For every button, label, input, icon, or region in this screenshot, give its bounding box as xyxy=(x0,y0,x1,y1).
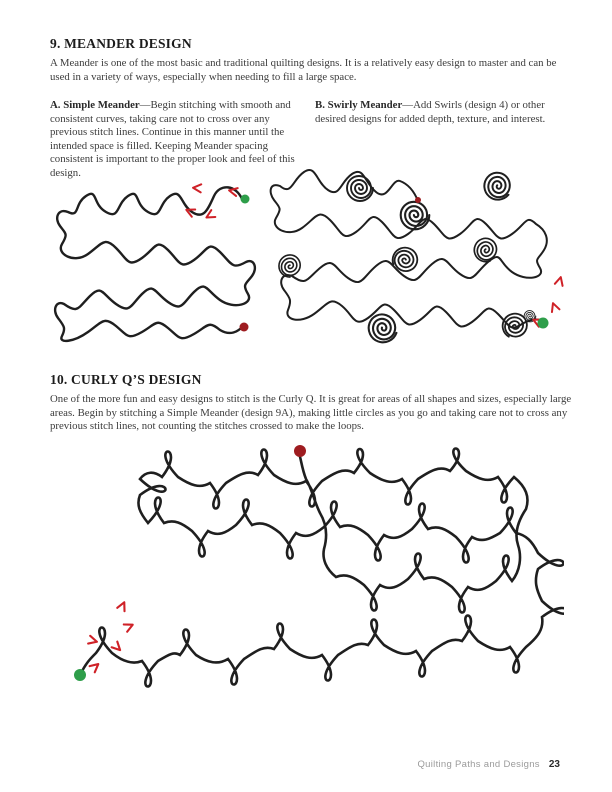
direction-arrow xyxy=(549,302,559,312)
curly-q-stitch-path xyxy=(80,449,564,687)
footer-page-number: 23 xyxy=(548,759,560,770)
swirl-motif xyxy=(479,168,517,206)
swirl-motif xyxy=(471,235,500,265)
start-dot xyxy=(538,318,549,329)
swirly-meander-diagram xyxy=(264,154,580,358)
direction-arrow xyxy=(555,276,565,286)
curly-q-diagram xyxy=(56,441,564,713)
variant-b-text: —Add Swirls (design 4) or other desired designs for added depth, texture, and interest. xyxy=(315,99,546,125)
end-dot xyxy=(415,197,421,203)
section-10-intro: One of the more fun and easy designs to stitch is the Curly Q. It is great for areas of all shapes and sizes, especially large areas. Begin by stitching a Simple Meander (design 9A), making little circles as you go and taking care not to cross any previous stitch lines, not counting the stitches crossed to make the loops. xyxy=(50,393,572,433)
section-10-heading: 10. CURLY Q’S DESIGN xyxy=(50,372,202,387)
start-dot xyxy=(74,669,86,681)
variant-a-text: —Begin stitching with smooth and consistent curves, taking care not to cross over any previous stitch lines. Continue in this manner until the intended space is filled. Keeping Meander spacing consistent is important to the proper look and feel of this design. xyxy=(50,99,295,179)
direction-arrow xyxy=(117,601,128,612)
direction-arrow xyxy=(90,661,101,672)
direction-arrow xyxy=(88,636,98,646)
swirl-motif xyxy=(279,255,300,277)
simple-meander-diagram xyxy=(49,178,263,346)
start-dot xyxy=(241,195,250,204)
variant-b-label: B. Swirly Meander xyxy=(315,99,403,111)
footer-book-title: Quilting Paths and Designs xyxy=(417,759,540,770)
section-9-intro: A Meander is one of the most basic and traditional quilting designs. It is a relatively easy design to master and can be used in a variety of ways, especially when needing to fill a large space. xyxy=(50,57,557,83)
direction-arrow xyxy=(193,184,202,193)
direction-arrow xyxy=(124,621,135,632)
end-dot xyxy=(240,323,249,332)
swirl-motif xyxy=(401,202,430,230)
direction-arrow xyxy=(112,642,123,653)
section-9-heading: 9. MEANDER DESIGN xyxy=(50,36,192,51)
simple-meander-stitch-path xyxy=(55,187,255,341)
page-footer xyxy=(417,759,560,770)
swirl-motif xyxy=(347,176,373,201)
end-dot xyxy=(294,445,306,457)
variant-a-label: A. Simple Meander xyxy=(50,99,140,111)
swirl-motif xyxy=(389,244,420,275)
variant-b-paragraph xyxy=(315,99,578,126)
